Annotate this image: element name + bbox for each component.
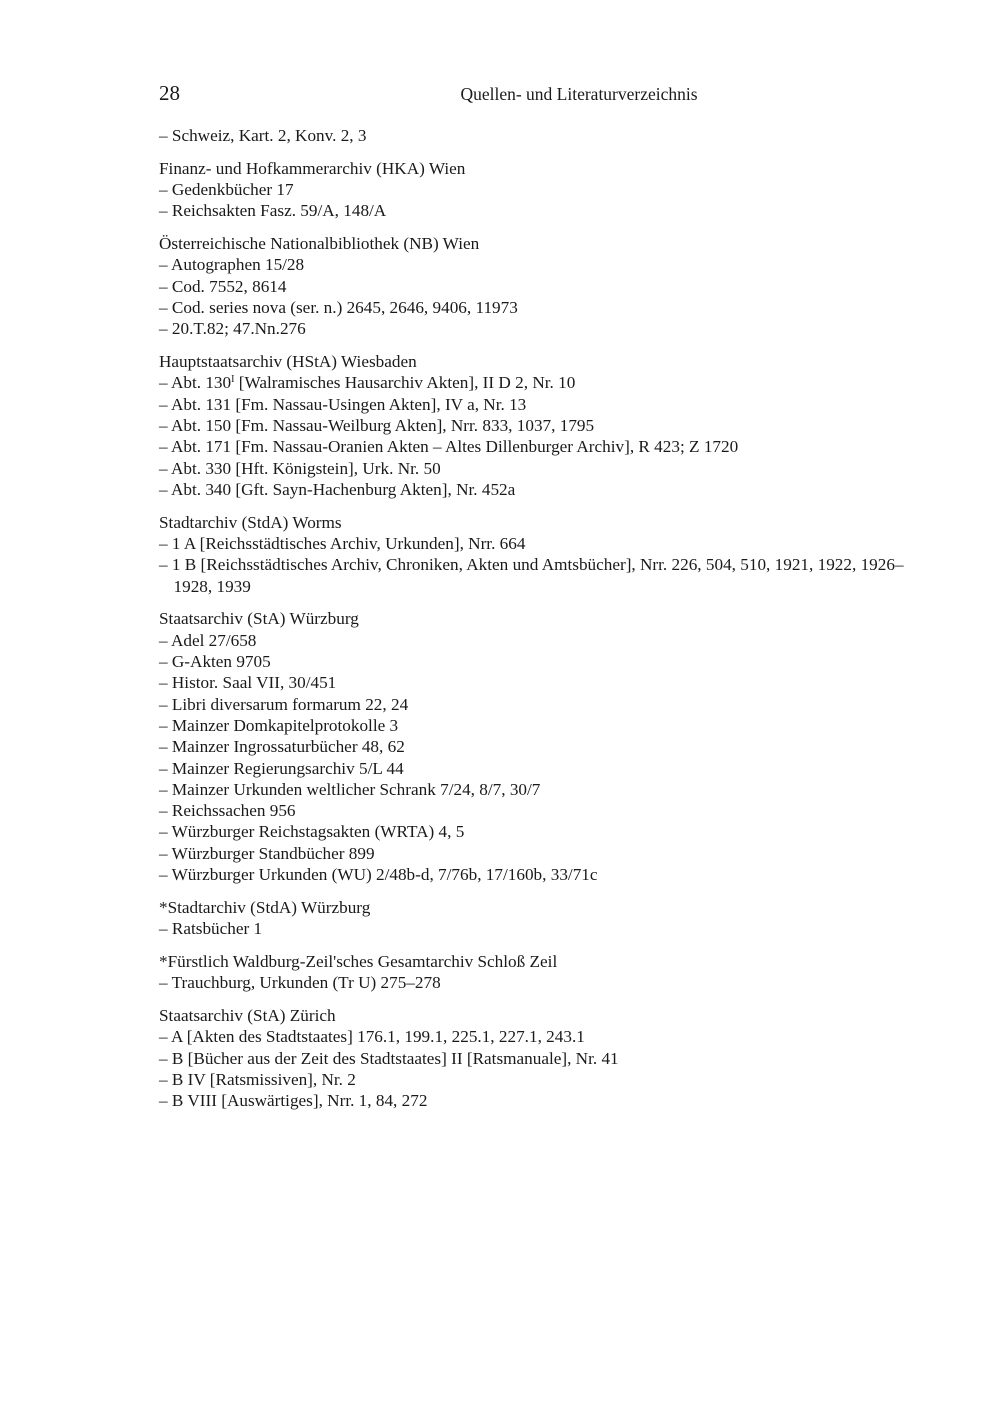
archive-group <box>159 1005 911 1111</box>
archive-entry: – B [Bücher aus der Zeit des Stadtstaates] II [Ratsmanuale], Nr. 41 <box>159 1048 619 1068</box>
archive-group <box>159 608 911 885</box>
archive-group <box>159 351 911 500</box>
archive-entry: – Würzburger Standbücher 899 <box>159 843 375 863</box>
entry-text: [Walramisches Hausarchiv Akten], II D 2, Nr. 10 <box>234 373 576 393</box>
archive-entry: – A [Akten des Stadtstaates] 176.1, 199.1, 225.1, 227.1, 243.1 <box>159 1027 585 1047</box>
archive-entry: – Histor. Saal VII, 30/451 <box>159 673 337 693</box>
archive-heading: Österreichische Nationalbibliothek (NB) Wien <box>159 234 480 254</box>
archive-entry: – G-Akten 9705 <box>159 652 271 672</box>
archive-entry: – Autographen 15/28 <box>159 255 305 275</box>
archive-entry: – Mainzer Ingrossaturbücher 48, 62 <box>159 737 405 757</box>
archive-entry: – B IV [Ratsmissiven], Nr. 2 <box>159 1069 356 1089</box>
archive-group <box>159 125 911 146</box>
archive-group <box>159 951 911 994</box>
archive-group <box>159 512 911 597</box>
archive-heading: Staatsarchiv (StA) Zürich <box>159 1005 336 1025</box>
running-title: Quellen- und Literaturverzeichnis <box>460 84 698 104</box>
archive-entry: – Würzburger Urkunden (WU) 2/48b-d, 7/76b, 17/160b, 33/71c <box>159 865 598 884</box>
archive-entry: – Abt. 340 [Gft. Sayn-Hachenburg Akten], Nr. 452a <box>159 479 516 499</box>
archive-entry: – 1 B [Reichsstädtisches Archiv, Chroniken, Akten und Amtsbücher], Nrr. 226, 504, 510, 1921, 1922, 1926–1928, 1939 <box>159 555 904 596</box>
archive-entry: – Mainzer Domkapitelprotokolle 3 <box>159 715 399 735</box>
archive-entry: – Abt. 150 [Fm. Nassau-Weilburg Akten], Nrr. 833, 1037, 1795 <box>159 416 595 436</box>
archive-entry: – Cod. 7552, 8614 <box>159 276 287 296</box>
archive-list <box>159 125 911 1123</box>
archive-heading: *Stadtarchiv (StdA) Würzburg <box>159 897 371 917</box>
archive-heading: *Fürstlich Waldburg-Zeil'sches Gesamtarchiv Schloß Zeil <box>159 951 558 971</box>
archive-entry: – Adel 27/658 <box>159 630 257 650</box>
archive-entry: – Cod. series nova (ser. n.) 2645, 2646, 9406, 11973 <box>159 298 518 318</box>
archive-entry: – Libri diversarum formarum 22, 24 <box>159 694 409 714</box>
archive-heading: Hauptstaatsarchiv (HStA) Wiesbaden <box>159 352 417 372</box>
archive-entry: – 20.T.82; 47.Nn.276 <box>159 319 306 339</box>
archive-entry <box>159 372 911 393</box>
superscript-numeral: I <box>231 374 235 386</box>
page-header <box>159 80 909 108</box>
archive-heading: Stadtarchiv (StdA) Worms <box>159 512 342 532</box>
archive-heading: Staatsarchiv (StA) Würzburg <box>159 609 359 629</box>
archive-entry: – Reichsakten Fasz. 59/A, 148/A <box>159 201 387 221</box>
archive-entry: – Abt. 171 [Fm. Nassau-Oranien Akten – Altes Dillenburger Archiv], R 423; Z 1720 <box>159 437 739 457</box>
archive-entry: – B VIII [Auswärtiges], Nrr. 1, 84, 272 <box>159 1091 428 1111</box>
archive-entry: – Abt. 131 [Fm. Nassau-Usingen Akten], IV a, Nr. 13 <box>159 394 527 414</box>
archive-entry: – Gedenkbücher 17 <box>159 180 294 200</box>
archive-heading: Finanz- und Hofkammerarchiv (HKA) Wien <box>159 158 466 178</box>
archive-entry: – Mainzer Urkunden weltlicher Schrank 7/24, 8/7, 30/7 <box>159 779 541 799</box>
archive-group <box>159 158 911 222</box>
archive-entry: – Ratsbücher 1 <box>159 919 263 939</box>
archive-entry: – 1 A [Reichsstädtisches Archiv, Urkunden], Nrr. 664 <box>159 534 526 554</box>
archive-entry: – Schweiz, Kart. 2, Konv. 2, 3 <box>159 126 367 145</box>
archive-group <box>159 897 911 940</box>
archive-group <box>159 233 911 339</box>
archive-entry: – Reichssachen 956 <box>159 801 296 821</box>
archive-entry: – Mainzer Regierungsarchiv 5/L 44 <box>159 758 404 778</box>
archive-entry: – Trauchburg, Urkunden (Tr U) 275–278 <box>159 973 441 993</box>
page-number: 28 <box>159 81 180 105</box>
archive-entry: – Würzburger Reichstagsakten (WRTA) 4, 5 <box>159 822 465 842</box>
entry-text: – Abt. 130 <box>159 373 232 393</box>
archive-entry: – Abt. 330 [Hft. Königstein], Urk. Nr. 50 <box>159 458 441 478</box>
